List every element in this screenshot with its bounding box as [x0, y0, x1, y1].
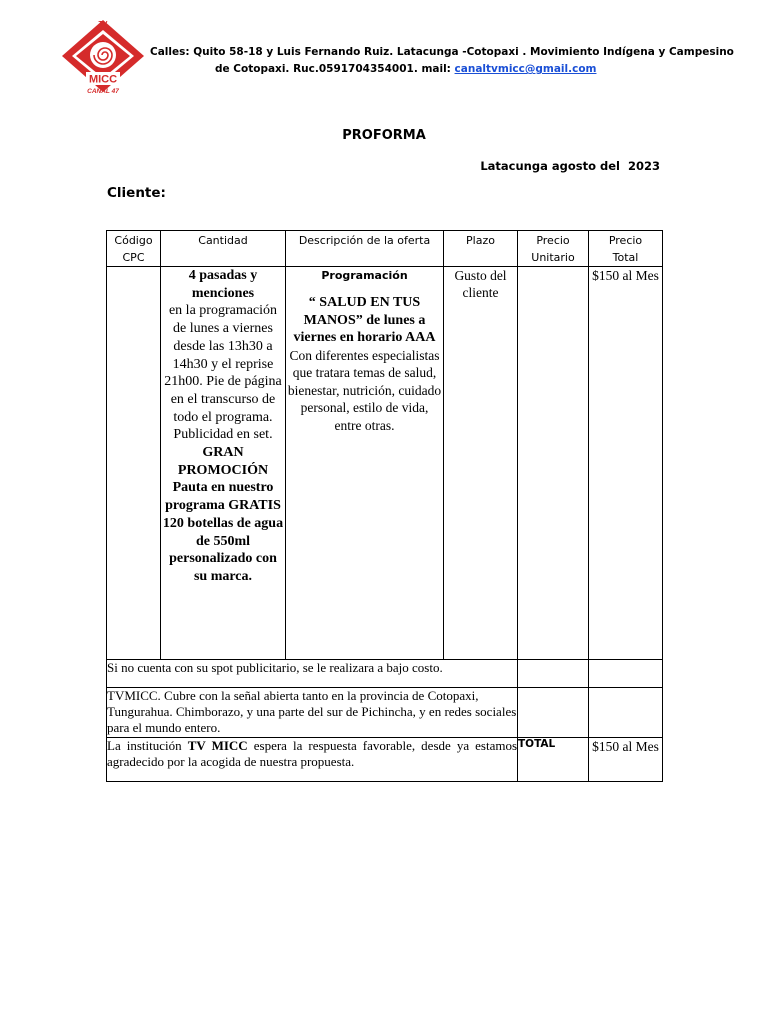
closing-brand: TV MICC [187, 738, 248, 753]
total-label: TOTAL [518, 738, 589, 782]
coverage-note: TVMICC. Cubre con la señal abierta tanto en la provincia de Cotopaxi, Tungurahua. Chimborazo, y una parte del sur de Pichincha, y en redes sociales para el mundo entero. [107, 688, 518, 738]
spot-note: Si no cuenta con su spot publicitario, se le realizara a bajo costo. [107, 660, 518, 688]
email-link[interactable]: canaltvmicc@gmail.com [454, 63, 597, 75]
desc-show-name: “ SALUD EN TUS MANOS” de lunes a viernes en horario AAA [293, 295, 436, 345]
qty-promotion: GRAN PROMOCIÓN Pauta en nuestro programa GRATIS 120 botellas de agua de 550ml personalizado con su marca. [162, 445, 284, 584]
qty-description: en la programación de lunes a viernes desde las 13h30 a 14h30 y el reprise 21h00. Pie de página en el transcurso de todo el programa. Publicidad en set. [164, 303, 282, 443]
header-address-line-2 [215, 63, 596, 75]
cell-term: Gusto del cliente [444, 267, 518, 660]
page-title: PROFORMA [342, 128, 426, 143]
desc-heading: Programación [321, 269, 408, 282]
header-address-line-1: Calles: Quito 58-18 y Luis Fernando Ruiz. Latacunga -Cotopaxi . Movimiento Indígena y Campesino [150, 46, 734, 58]
svg-text:MICC: MICC [88, 73, 118, 86]
header-unit-price [518, 231, 589, 267]
header-code-cpc [107, 231, 161, 267]
header-code-line-1: Código [114, 234, 153, 247]
cell-description [286, 267, 444, 660]
header-unit-price-line-2: Unitario [531, 251, 575, 264]
cell-coverage-unit-empty [518, 688, 589, 738]
table-header-row [107, 231, 663, 267]
date-text: Latacunga agosto del [480, 159, 620, 173]
table-row-spot-note [107, 660, 663, 688]
table-row-coverage-note [107, 688, 663, 738]
header-quantity: Cantidad [161, 231, 286, 267]
header-term: Plazo [444, 231, 518, 267]
client-label: Cliente: [107, 185, 166, 201]
date-year: 2023 [627, 159, 660, 173]
header-unit-price-line-1: Precio [536, 234, 570, 247]
proforma-table [106, 230, 663, 782]
cell-spot-unit-empty [518, 660, 589, 688]
cell-total-price: $150 al Mes [589, 267, 663, 660]
svg-text:CANAL 47: CANAL 47 [87, 88, 119, 95]
svg-text:TV: TV [98, 21, 108, 28]
cell-quantity [161, 267, 286, 660]
header-total-price-line-1: Precio [608, 234, 643, 247]
header-ruc-text: de Cotopaxi. Ruc.0591704354001. mail: [215, 63, 455, 75]
cell-code [107, 267, 161, 660]
closing-prefix: La institución [107, 738, 182, 753]
qty-bold-intro: 4 pasadas y menciones [188, 268, 258, 301]
cell-coverage-total-empty [589, 688, 663, 738]
table-row-offer [107, 267, 663, 660]
header-description: Descripción de la oferta [286, 231, 444, 267]
header-total-price [589, 231, 663, 267]
header-code-line-2: CPC [122, 251, 145, 264]
total-value: $150 al Mes [589, 738, 663, 782]
cell-spot-total-empty [589, 660, 663, 688]
tvmicc-logo [60, 18, 146, 96]
document-date [480, 159, 660, 173]
cell-unit-price [518, 267, 589, 660]
tvmicc-logo-graphic [60, 18, 146, 96]
table-row-total [107, 738, 663, 782]
desc-details: Con diferentes especialistas que tratara temas de salud, bienestar, nutrición, cuidado personal, estilo de vida, entre otras. [287, 347, 442, 433]
closing-note [107, 738, 518, 782]
header-total-price-line-2: Total [612, 251, 639, 264]
closing-suffix: espera la respuesta favorable, desde ya estamos agradecido por la acogida de nuestra propuesta. [107, 738, 518, 769]
